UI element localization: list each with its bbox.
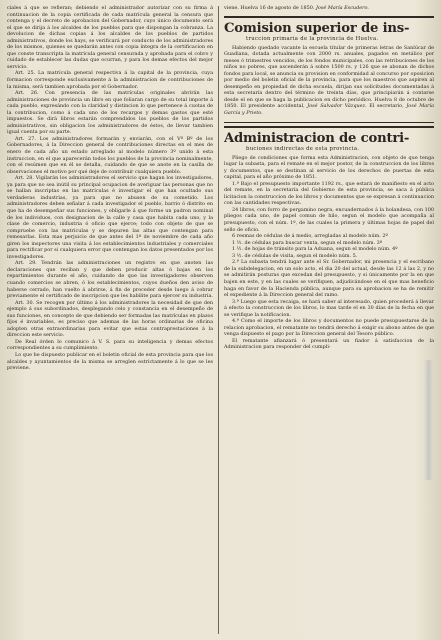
paragraph: De Real órden lo comunico á V. S. para su inteligencia y demas efectos correspondientes a su cumplimiento. (7, 338, 213, 352)
paragraph: 1 ½. de cédulas para buscar venta, segun el modelo núm. 3º (232, 239, 383, 246)
paragraph (224, 45, 434, 117)
president-name: José Salvador Vázquez. (307, 103, 367, 110)
paragraph: Art. 26. Con presencia de las matrículas originales abrirán las administraciones de provincia un libro en que foliaran cargo de su total importe á cada pueblo, expresándo con la claridad y distincion lo que pertenece á cuotas de la contribucion, como á cada uno de los recargos y demas gastos que esté impuestos. Se dirá libros estarán comprendidos los pueblos de los partidos administrativos, sin obligacion los administradores de éstos, de llevar tambien igual cuenta por su parte. (7, 90, 213, 136)
section-subheading: truccion primaria de la provincia de Huelva. (246, 35, 379, 42)
dateline-text: viene. Huelva 16 de agosto de 1850. (224, 5, 316, 11)
section-subheading: buciones indirectas de esta provincia. (246, 145, 360, 152)
section-heading-comision: Comision superior de ins- (224, 20, 410, 36)
paragraph: Art. 29. Tendrán las administraciones un registro en que anoten las declaraciones que reciban y que deben producir altas ó bajas en los repartimientos durante el año, cuidando de que las investigadores observen cuando comercios se abren, ó los establecimientos, cuyos dueños den aviso de haberse cerrado, han vuelto á abrirse, á fin de proceder desde luego á cobrar previamente el certificado de inscripcion que les habilite para ejercer su industria. (7, 260, 213, 300)
paragraph: Art. 25. La matrícula general respectiva á la capital de la provincia, cuya formacion corresponde exclusivamente á la administracion de contribuciones de la misma, será tambien aprobada por el Gobernador. (7, 70, 213, 90)
paragraph: 2.ª La subasta tendrá lugar ante el Sr. Gobernador, mi presencia y el escribano de la subdelegacion, en un solo acto, el dia 20 del actual, desde las 12 á las 2, y no se admitirán posturas que excedan del presupuesto, y si únicamente por la en que bajen en este, y en las cuales se verifiquen, adjudicándose en el que mas beneficio haga en favor de la Hacienda pública, aunque para su aprobacion se ha de remitir el expediente á la Direccion general del ramo. (224, 259, 434, 299)
paragraph: 1.ª Bajo el presupuesto importante 1192 rs., que estará de manifiesto en el acto del remate, en la secretaría del Gobierno de esta provincia, se saca á pública licitacion la construccion de los libros y documentos que se expresan á continuacion con las cantidades respectivas. (224, 180, 434, 207)
paragraph: Lo que he dispuesto publicar en el boletin oficial de esta provincia para que los alcaldes y ayuntamientos de la misma se arreglen estrictamente á lo que se les previene. (7, 351, 213, 372)
paragraph: Art. 28. Vigilarán los administradores el servicio que hagan los investigadores, ya para que no sea inútil su principal ocupacion de averiguar las personas que no se hallan inscriptas en las matrículas é investigar el que han ocultado sus verdaderas industrias, ya para que no abusen de su cometido. Los administradores deben señalar á cada investigador el pueblo, barrio ó distrito en que ha de desempeñar sus funciones, y obligarle á que forme un padron nominal de los individuos, con designacion de la calle y casa que habita cada uno, y la clase de comercio, industria ó oficio que ejerce; todo con objeto de que se compruebe con las matrículas y se depuren las altas que contengan para remesarlas. Esta mas perjuicio de que antes del 1º de noviembre de cada año giren los inspectores una visita á los establecimientos industriales y comerciales para rectificar por si cualquiera error que contengan los datos presentados por los investigadores. (7, 175, 213, 260)
section-rule (224, 122, 434, 123)
column-divider (218, 6, 219, 634)
paragraph: ciales á que se refieran; debiendo el administrador autorizar con su firma á continuacion de la copia certificada de cada matrícula general la censura que contenga y el decreto de aprobacion del Gobernador, cuyo único documento será el que se dirija á los alcaldes de los pueblos para que dispongan la cobranza. La devolucion de dichas copias á los alcaldes de los pueblos de partidos administrativos, donde los hays, se verificará por conducto de los administradores de los mismos, quienes se quedarán antes con copia íntegra de la certificacion en que conste transcripta la matrícula general censurada y aprobada para el cobro y cuidado de establecer las dudas que ocurran, y para los demas efectos del mejor servicio. (7, 5, 213, 70)
paragraph: El rematante afianzará ó presentará un fiador á satisfaccion de la Administracion para responder del cumpli- (224, 337, 434, 351)
section-rule (224, 126, 434, 128)
paragraph: Pliego de condiciones que forma esta Administracion, con objeto de que tenga lugar la subasta, para el remate en el mejor postor, de la construccion de los libros y documentos, que se destinan al servicio de los derechos de puertas de esta capital, para el año próximo de 1851. (224, 154, 434, 181)
right-column (224, 5, 434, 636)
section-heading-administracion: Administracion de contri- (224, 130, 410, 146)
left-column (7, 5, 213, 636)
paragraph: 3.ª Luego que esta recaiga, se hará saber al interesado, quien procederá á llevar á efecto la construccion de los libros, lo mas tarde el en 30 días de la fecha en que se verifique la notificacion. (224, 298, 434, 318)
paragraph: 3 ½. de cédulas de visita, segun el modelo núm. 5. (232, 252, 358, 259)
paragraph: 1 ½. de hojas de tránsito para la Aduana, segun el modelo núm. 4º (232, 246, 398, 253)
paragraph: Art. 27. Los administradores formarán y enviarán, con el Vº Bº de los Gobernadores, á la Direccion general de contribuciones directas en el mes de enero de cada año un estado arreglado al modelo número 3º unido á esta instruccion, en el que aparecerán todos los pueblos de la provincia nominalmente, con el resúmen que en él se detalla, cuidando de que se anote en la casilla de observaciones el motivo por qué deje de contribuir cualquiera pueblo. (7, 135, 213, 175)
secretary-name: José María García y Prieto. (224, 103, 434, 117)
signoff-lead: El presidente accidental, (240, 103, 308, 110)
section-rule (224, 16, 434, 18)
paragraph: Art. 30. Se recogen por último á los administradores la necesidad de que den ejemplo á sus subordinados, desplegando celo y constancia en el desempeño de sus funciones, en concepto de que debiendo ser formadas las matrículas en plazos fijos é invariables, es preciso que ademas de las horas ordinarias de oficina adopten otras extraordinarias para evitar que estas contraprestaciones á la direccion este servicio. (7, 299, 213, 339)
paragraph: 4.ª Como el importe de los libros y documentos no puede presupuestarse de la relacion aprobacion, el rematante no tendrá derecho á exigir su abono antes de que venga dispuesto el pago por la Direccion general del Tesoro público. (224, 318, 434, 338)
signoff-mid: El secretario, (369, 103, 407, 110)
paragraph-text: Habiendo quedado vacante la escuela titular de primeras letras de Sanlúcar de Guadiana, dotada actualmente con 2000 rs. anuales, pagados en metálico por meses ó trimestres vencidos, de los fondos municipales, con las retribuciones de los niños no pobres, que ascenderán á sobre 1500 rs. y 126 que se abonan de dichos fondos para local, se anuncia su provision en conformidad al concurso por oposicion por medio del boletin oficial de la provincia, para que los maestros que aspiren al desempeño en propiedad de dicha escuela, dirijan sus solicitudes documentadas á esta secretaría dentro del término de treinta dias, que principiarán á contarse desde el en que se haga la publicacion en dicho periódico. Huelva 8 de octubre de 1850. (224, 44, 434, 110)
paragraph: 6 resmas de cédulas de á medio, arregladas al modelo núm. 2º (232, 233, 388, 240)
paragraph: 24 libros, con forro de pergamino negra, encuadernados á la holandesa, con 100 pliegos cada uno, de papel comun de hilo, segun el modelo que acompaña al presupuesto, con el núm. 1º, de las cuales la primera y últimas hojas de papel del sello de oficio. (224, 206, 434, 233)
dateline (224, 5, 434, 12)
dateline-signature: José María Escudero. (315, 5, 369, 11)
